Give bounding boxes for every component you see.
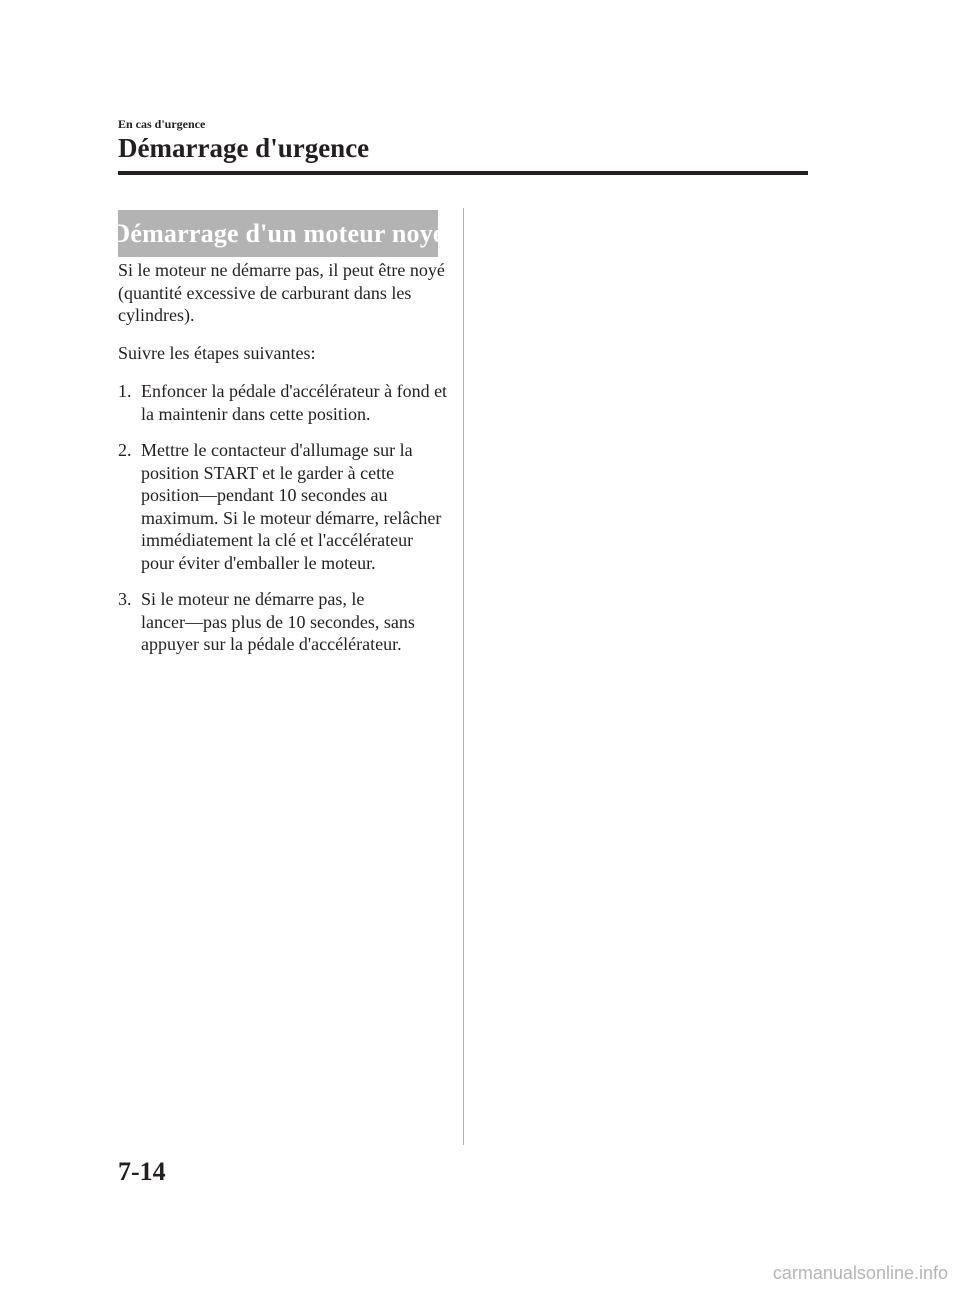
header-rule: [118, 171, 808, 175]
step-number: 1.: [118, 381, 132, 401]
step-text: Mettre le contacteur d'allumage sur la position START et le garder à cette position―pendant 10 secondes au maximum. Si le moteur démarre, relâcher immédiatement la clé et l'accélérateur pour éviter d'emballer le moteur.: [141, 440, 442, 573]
step-number: 3.: [118, 589, 132, 609]
list-item: [118, 439, 448, 574]
page-number: 7-14: [118, 1157, 166, 1186]
step-number: 2.: [118, 440, 132, 460]
steps-list: [118, 380, 448, 670]
list-item: [118, 588, 448, 656]
section-title: Démarrage d'urgence: [118, 133, 370, 163]
subheading-band: [111, 210, 445, 257]
step-text: Enfoncer la pédale d'accélérateur à fond et la maintenir dans cette position.: [141, 381, 448, 424]
watermark: carmanualsonline.info: [772, 1263, 948, 1283]
intro-paragraph: Si le moteur ne démarre pas, il peut être noyé (quantité excessive de carburant dans les cylindres).: [118, 260, 445, 325]
chapter-label: En cas d'urgence: [118, 117, 206, 131]
subheading: Démarrage d'un moteur noyé: [111, 218, 445, 248]
steps-lead: Suivre les étapes suivantes:: [118, 343, 316, 363]
column-divider: [463, 208, 464, 1145]
step-text: Si le moteur ne démarre pas, le lancer―pas plus de 10 secondes, sans appuyer sur la pédale d'accélérateur.: [141, 589, 415, 654]
list-item: [118, 380, 448, 425]
